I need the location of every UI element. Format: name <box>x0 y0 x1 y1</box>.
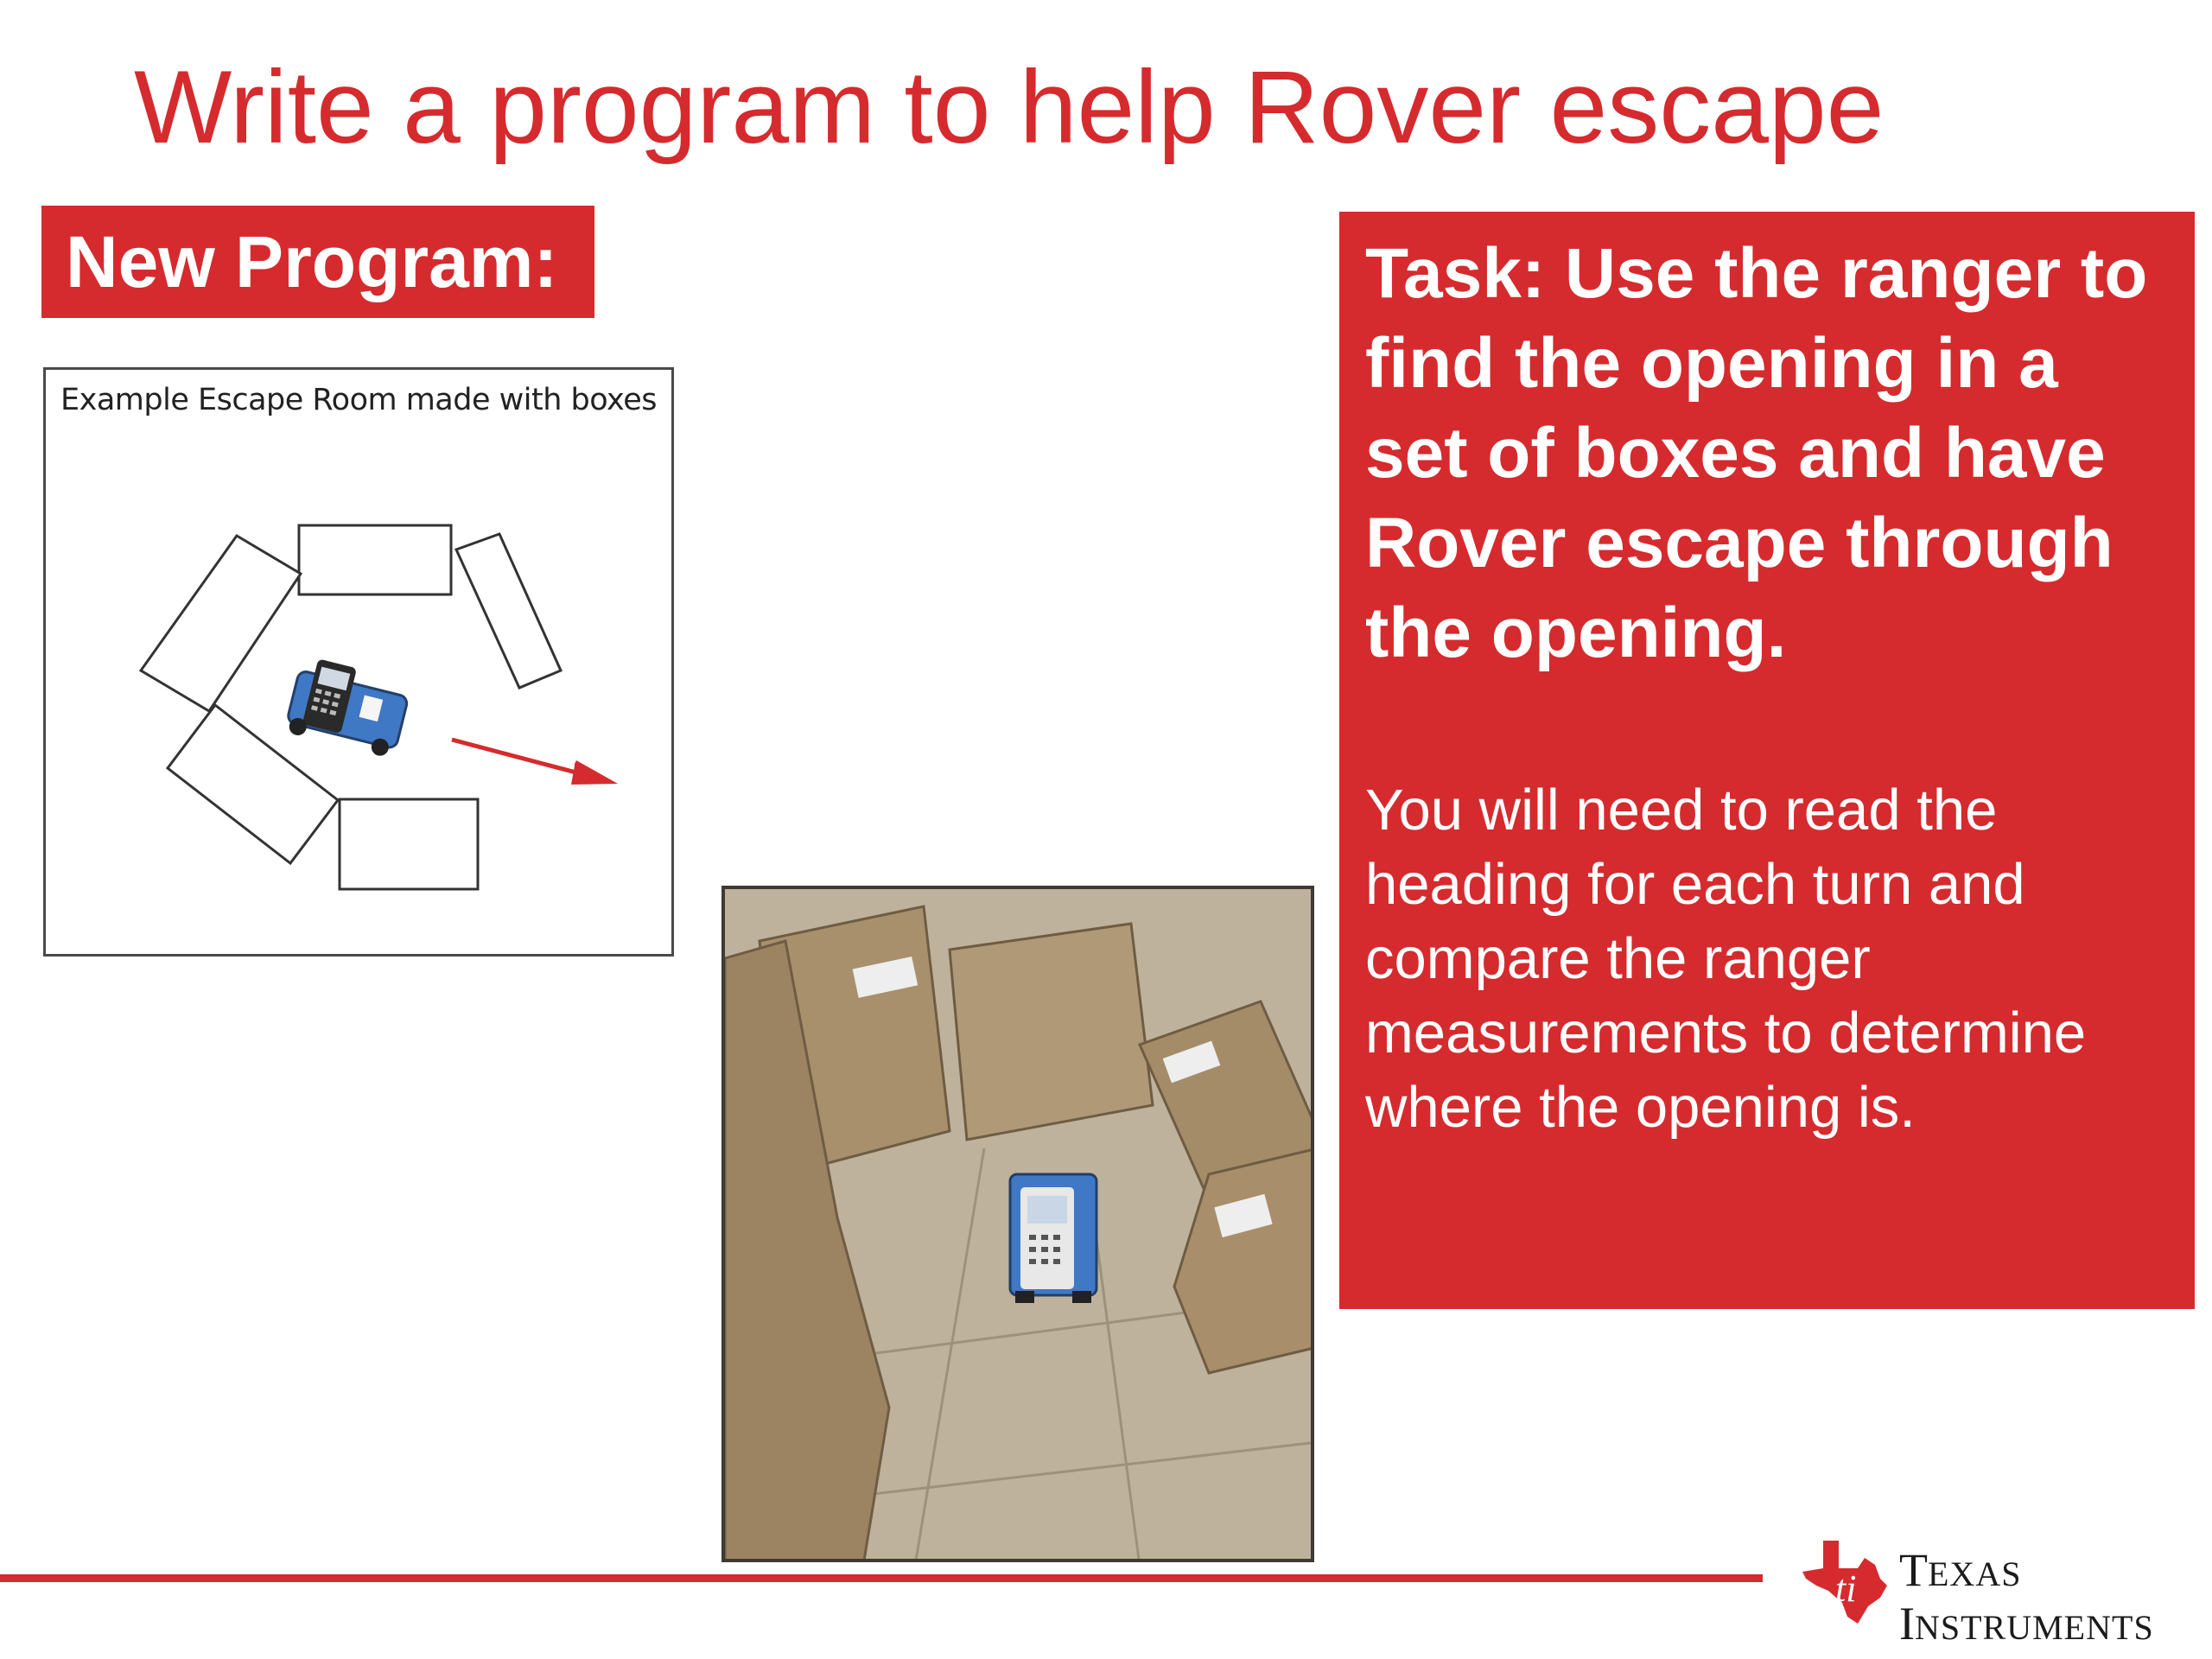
task-panel <box>1339 212 2195 1309</box>
new-program-badge <box>41 206 594 318</box>
texas-instruments-logo <box>1797 1534 2195 1649</box>
slide-title: Write a program to help Rover escape <box>134 49 1885 165</box>
photo-box-back-center <box>950 924 1153 1140</box>
footer-rule <box>0 1574 1763 1582</box>
box-top <box>299 525 451 594</box>
diagram-caption: Example Escape Room made with boxes <box>60 383 657 417</box>
escape-room-diagram <box>43 367 674 957</box>
box-bottom <box>340 799 478 889</box>
new-program-label: New Program: <box>66 220 558 302</box>
box-left <box>141 536 301 711</box>
ti-wordmark: TEXAS INSTRUMENTS <box>1899 1544 2154 1649</box>
task-body: You will need to read the heading for each turn and compare the ranger measurements to determine where the opening is. <box>1365 778 2087 1140</box>
svg-text:ti: ti <box>1835 1567 1857 1610</box>
box-right <box>456 534 561 688</box>
photo-rover <box>1010 1174 1096 1303</box>
rover-icon <box>284 655 412 760</box>
ti-state-icon <box>1797 1534 1892 1629</box>
photo-illustration <box>725 889 1314 1562</box>
direction-arrow <box>452 740 618 785</box>
rover-boxes-photo <box>721 886 1314 1562</box>
task-heading: Task: Use the ranger to find the opening in a set of boxes and have Rover escape through the opening. <box>1365 234 2148 672</box>
diagram-drawing <box>46 370 677 959</box>
